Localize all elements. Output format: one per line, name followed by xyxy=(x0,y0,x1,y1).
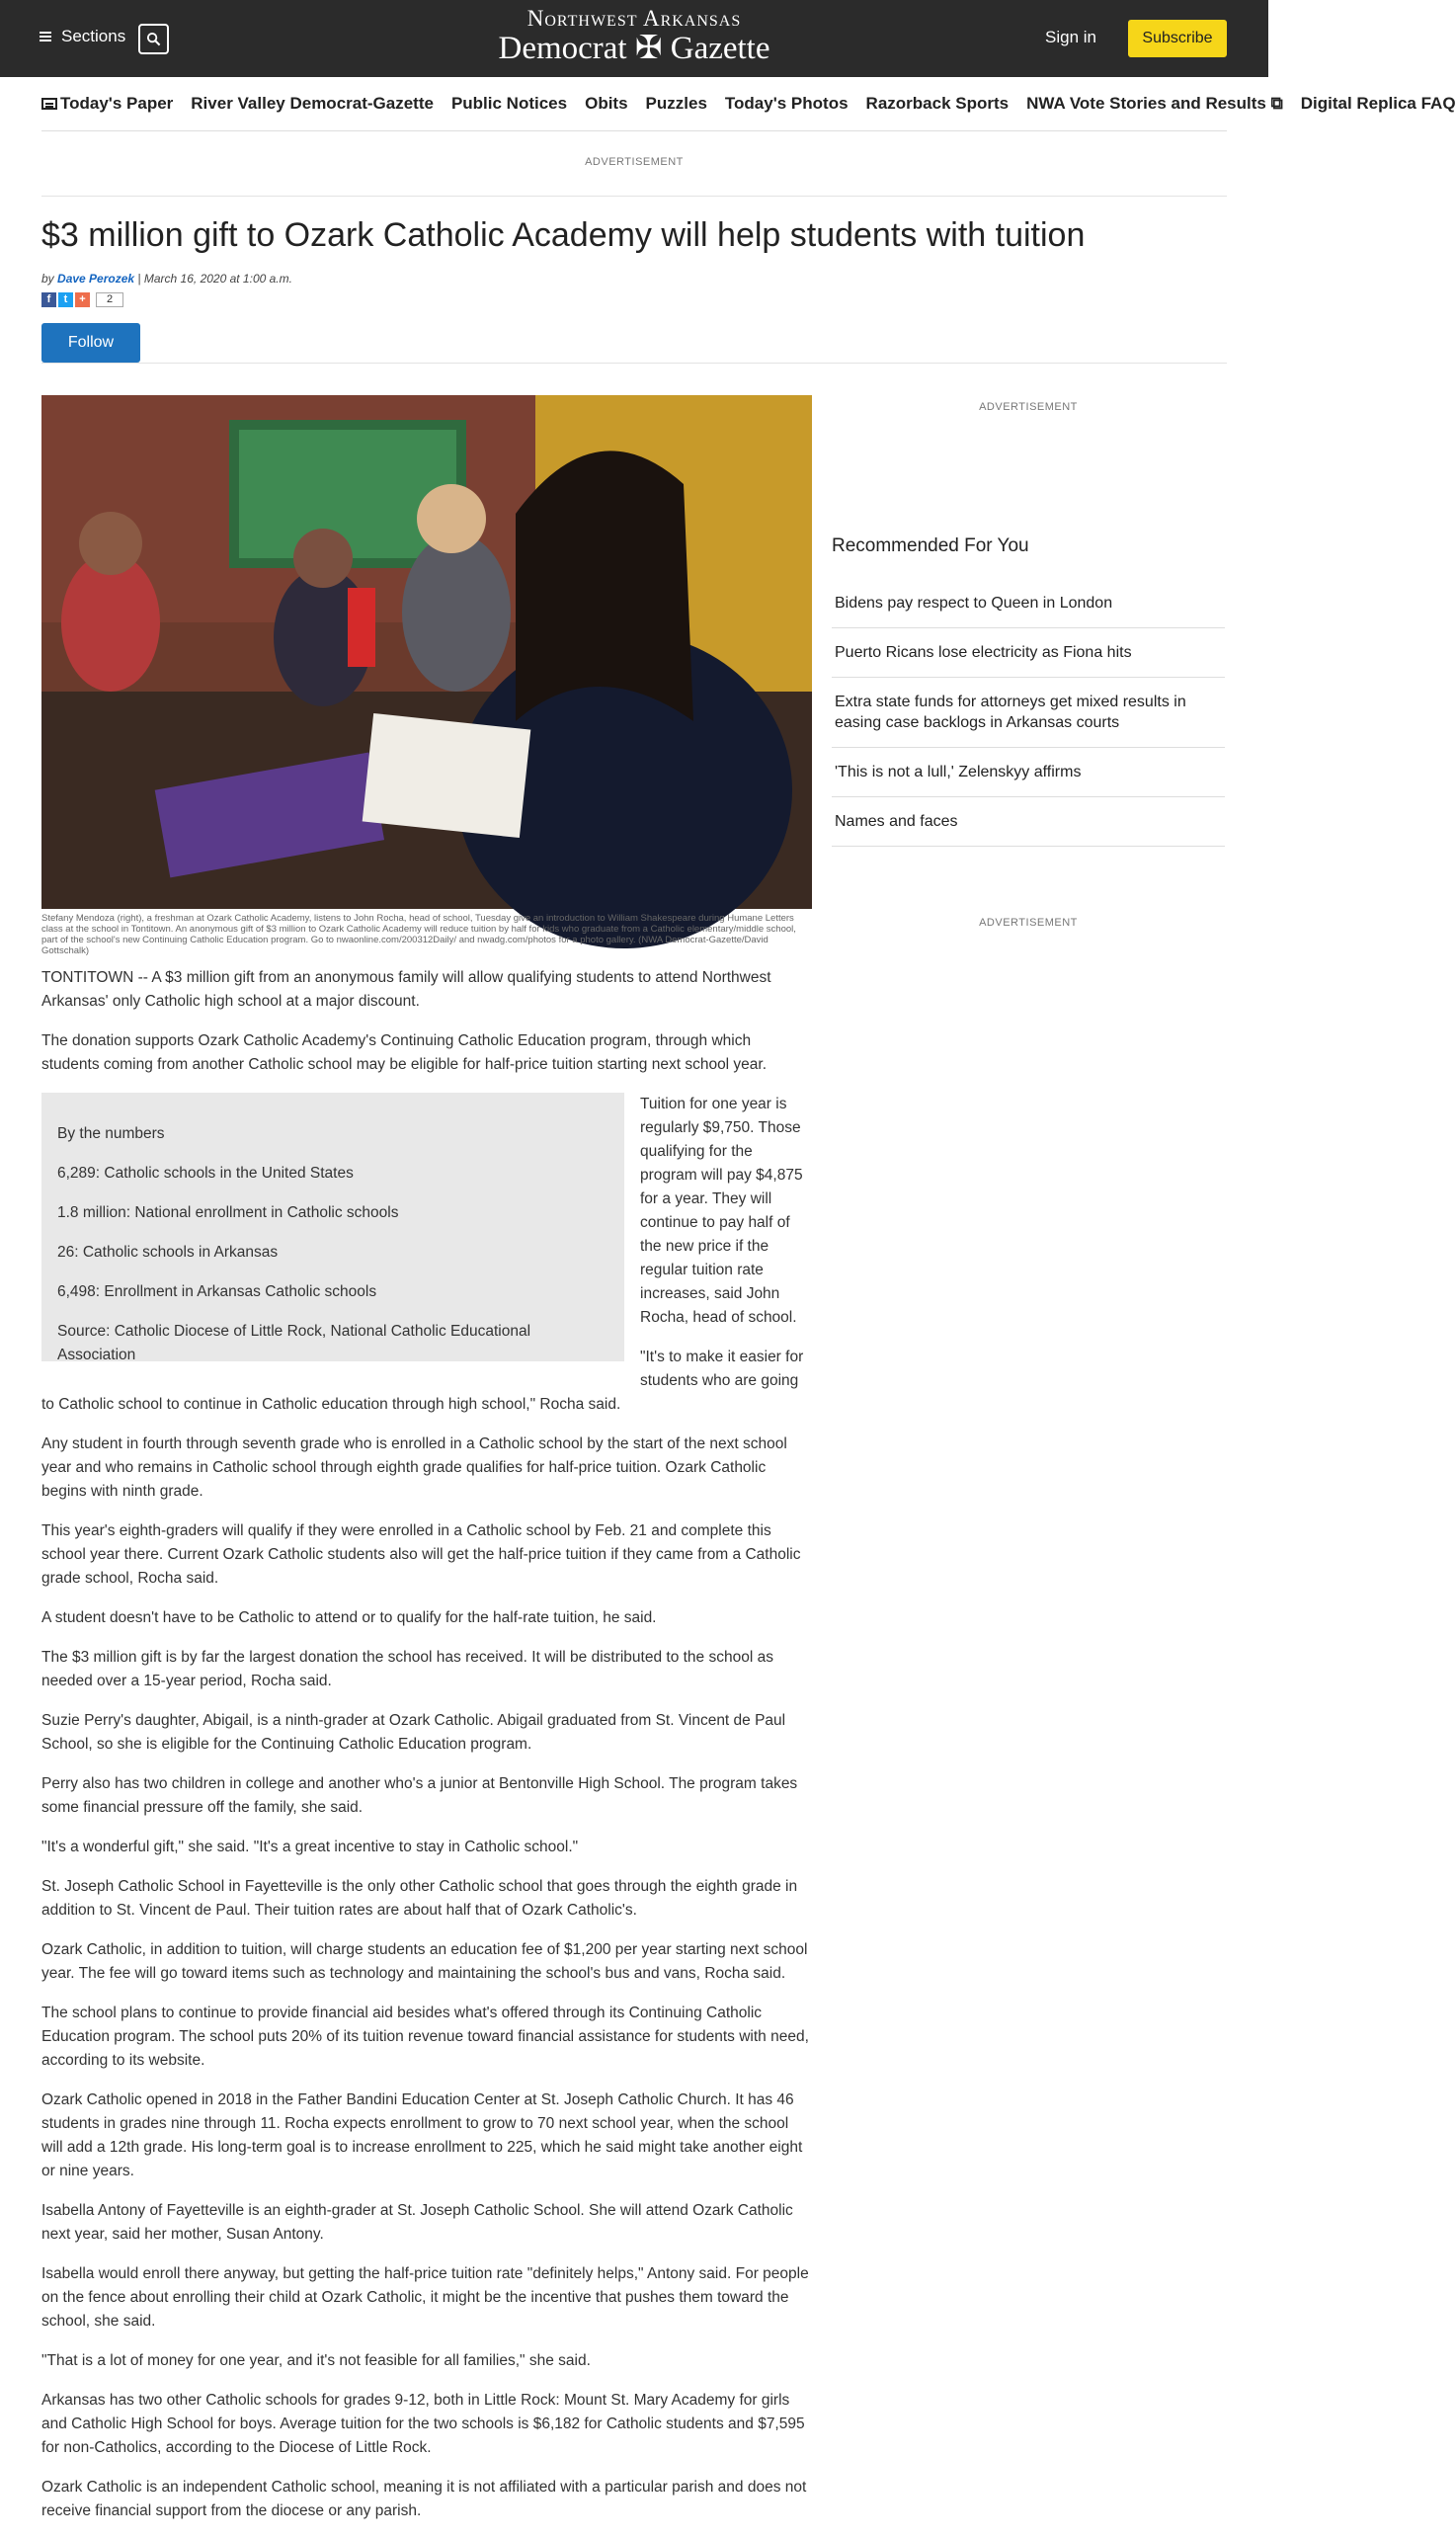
paragraph: Isabella Antony of Fayetteville is an eighth-grader at St. Joseph Catholic School. She will attend Ozark Catholic next year, said her mother, Susan Antony. xyxy=(41,2202,793,2243)
nav-item-nwa-vote[interactable]: NWA Vote Stories and Results ⧉ xyxy=(1026,94,1283,113)
paragraph: Suzie Perry's daughter, Abigail, is a ninth-grader at Ozark Catholic. Abigail graduated from St. Vincent de Paul School, so she is eligible for the Continuing Catholic Education program. xyxy=(41,1712,786,1753)
top-bar xyxy=(0,0,1268,77)
ad-label-top: ADVERTISEMENT xyxy=(585,156,684,168)
nav-item-obits[interactable]: Obits xyxy=(585,94,628,113)
subscribe-button[interactable]: Subscribe xyxy=(1128,20,1227,57)
search-icon xyxy=(146,32,161,46)
sign-in-link[interactable]: Sign in xyxy=(1045,28,1096,46)
paragraph: This year's eighth-graders will qualify if they were enrolled in a Catholic school by Feb. 21 and complete this school year there. Current Ozark Catholic students also will get the half-price tuition if they came from a Catholic grade school, Rocha said. xyxy=(41,1522,801,1587)
site-logo[interactable] xyxy=(486,6,782,65)
paragraph: The $3 million gift is by far the largest donation the school has received. It will be distributed to the school as needed over a 15-year period, Rocha said. xyxy=(41,1649,773,1689)
recommended-item[interactable]: 'This is not a lull,' Zelenskyy affirms xyxy=(832,748,1225,797)
paragraph: "It's a wonderful gift," she said. "It's a great incentive to stay in Catholic school." xyxy=(41,1839,579,1855)
byline: by Dave Perozek | March 16, 2020 at 1:00 a.m. xyxy=(41,272,292,286)
follow-button[interactable]: Follow xyxy=(41,323,140,363)
paragraph: A student doesn't have to be Catholic to attend or to qualify for the half-rate tuition, he said. xyxy=(41,1609,657,1626)
paragraph: Tuition for one year is regularly $9,750. Those qualifying for the program will pay $4,875 for a year. They will continue to pay half of the new price if the regular tuition rate increases, said John Rocha, head of school. xyxy=(640,1096,803,1326)
article-body xyxy=(41,966,812,2539)
nav-item-razorback-sports[interactable]: Razorback Sports xyxy=(865,94,1010,113)
numbers-item: 1.8 million: National enrollment in Catholic schools xyxy=(57,1204,399,1221)
numbers-item: 6,498: Enrollment in Arkansas Catholic schools xyxy=(57,1283,377,1300)
paragraph: Ozark Catholic, in addition to tuition, will charge students an education fee of $1,200 per year starting next school year. The fee will go toward items such as technology and maintaining the school's bus and vans, Rocha said. xyxy=(41,1941,808,1982)
recommended-item[interactable]: Bidens pay respect to Queen in London xyxy=(832,579,1225,628)
search-button[interactable] xyxy=(138,24,169,54)
recommended-list xyxy=(832,579,1225,847)
nav-divider xyxy=(41,130,1227,131)
nav-item-public-notices[interactable]: Public Notices xyxy=(450,94,568,113)
nav-item-todays-paper[interactable]: Today's Paper xyxy=(41,94,173,114)
share-plus-icon[interactable]: + xyxy=(75,292,90,307)
paragraph: St. Joseph Catholic School in Fayetteville is the only other Catholic school that goes through the eighth grade in addition to St. Vincent de Paul. Their tuition rates are about half that of Ozark Catholic's. xyxy=(41,1878,798,1919)
paragraph: "It's to make it easier for students who are going to Catholic school to continue in Catholic education through high school," Rocha said. xyxy=(41,1349,804,1413)
publish-date: | March 16, 2020 at 1:00 a.m. xyxy=(137,272,292,286)
paragraph: "That is a lot of money for one year, and it's not feasible for all families," she said. xyxy=(41,2352,591,2369)
article-title: $3 million gift to Ozark Catholic Academy will help students with tuition xyxy=(41,216,1086,254)
hamburger-icon xyxy=(40,32,51,41)
photo-caption: Stefany Mendoza (right), a freshman at Ozark Catholic Academy, listens to John Rocha, head of school, Tuesday give an introduction to William Shakespeare during Humane Letters class at the school in Tontitown. An anonymous gift of $3 million to Ozark Catholic Academy will reduce tuition by half for kids who graduate from a Catholic elementary/middle school, part of the school's new Continuing Catholic Education program. Go to nwaonline.com/200312Daily/ and nwadg.com/photos for a photo gallery. (NWA Democrat-Gazette/David Gottschalk) xyxy=(41,913,796,956)
facebook-icon[interactable]: f xyxy=(41,292,56,307)
twitter-icon[interactable]: t xyxy=(58,292,73,307)
divider xyxy=(41,196,1227,197)
divider xyxy=(41,363,1227,364)
ad-label-sidebar: ADVERTISEMENT xyxy=(979,401,1078,413)
recommended-item[interactable]: Puerto Ricans lose electricity as Fiona hits xyxy=(832,628,1225,678)
newspaper-icon xyxy=(41,98,57,110)
recommended-item[interactable]: Extra state funds for attorneys get mixed results in easing case backlogs in Arkansas courts xyxy=(832,678,1225,748)
sections-label: Sections xyxy=(61,27,126,45)
paragraph: Arkansas has two other Catholic schools for grades 9-12, both in Little Rock: Mount St. Mary Academy for girls and Catholic High School for boys. Average tuition for the two schools is $6,182 for Catholic students and $7,595 for non-Catholics, according to the Diocese of Little Rock. xyxy=(41,2392,805,2456)
paragraph: The donation supports Ozark Catholic Academy's Continuing Catholic Education program, through which students coming from another Catholic school may be eligible for half-price tuition starting next school year. xyxy=(41,1032,768,1073)
numbers-source: Source: Catholic Diocese of Little Rock, National Catholic Educational Association xyxy=(57,1323,531,1363)
main-nav xyxy=(0,77,1456,130)
paragraph: Ozark Catholic opened in 2018 in the Father Bandini Education Center at St. Joseph Catholic Church. It has 46 students in grades nine through 11. Rocha expects enrollment to grow to 70 next school year, when the school will add a 12th grade. His long-term goal is to increase enrollment to 225, which he said might take another eight or nine years. xyxy=(41,2091,803,2179)
paragraph: TONTITOWN -- A $3 million gift from an anonymous family will allow qualifying students to attend Northwest Arkansas' only Catholic high school at a major discount. xyxy=(41,969,771,1010)
recommended-item[interactable]: Names and faces xyxy=(832,797,1225,847)
by-the-numbers-box xyxy=(41,1093,624,1361)
paragraph: The school plans to continue to provide financial aid besides what's offered through its Continuing Catholic Education program. The school puts 20% of its tuition revenue toward financial assistance for students with need, according to its website. xyxy=(41,2005,809,2069)
article-photo[interactable] xyxy=(41,395,812,909)
logo-line-2: Democrat ✠ Gazette xyxy=(498,31,770,66)
nav-item-digital[interactable]: Digital Replica FAQ xyxy=(1300,94,1456,113)
sections-menu-button[interactable] xyxy=(40,27,125,46)
nav-item-river-valley[interactable]: River Valley Democrat-Gazette xyxy=(191,94,434,113)
share-bar xyxy=(41,292,123,307)
share-count: 2 xyxy=(96,292,123,307)
numbers-item: 6,289: Catholic schools in the United States xyxy=(57,1165,354,1182)
ad-label-sidebar-2: ADVERTISEMENT xyxy=(979,917,1078,929)
paragraph: Perry also has two children in college and another who's a junior at Bentonville High School. The program takes some financial pressure off the family, she said. xyxy=(41,1775,798,1816)
logo-line-1: Northwest Arkansas xyxy=(526,6,742,31)
paragraph: Ozark Catholic is an independent Catholic school, meaning it is not affiliated with a particular parish and does not receive financial support from the diocese or any parish. xyxy=(41,2479,807,2519)
nav-item-puzzles[interactable]: Puzzles xyxy=(645,94,707,113)
numbers-heading: By the numbers xyxy=(57,1125,165,1142)
nav-item-todays-photos[interactable]: Today's Photos xyxy=(724,94,849,113)
author-link[interactable]: Dave Perozek xyxy=(57,272,135,286)
paragraph: Isabella would enroll there anyway, but getting the half-price tuition rate "definitely helps," Antony said. For people on the fence about enrolling their child at Ozark Catholic, it might be the incentive that pushes them toward the school, she said. xyxy=(41,2265,809,2330)
paragraph: Any student in fourth through seventh grade who is enrolled in a Catholic school by the start of the next school year and who remains in Catholic school through eighth grade qualifies for half-price tuition. Ozark Catholic begins with ninth grade. xyxy=(41,1435,787,1500)
recommended-title: Recommended For You xyxy=(832,535,1029,556)
numbers-item: 26: Catholic schools in Arkansas xyxy=(57,1244,279,1261)
